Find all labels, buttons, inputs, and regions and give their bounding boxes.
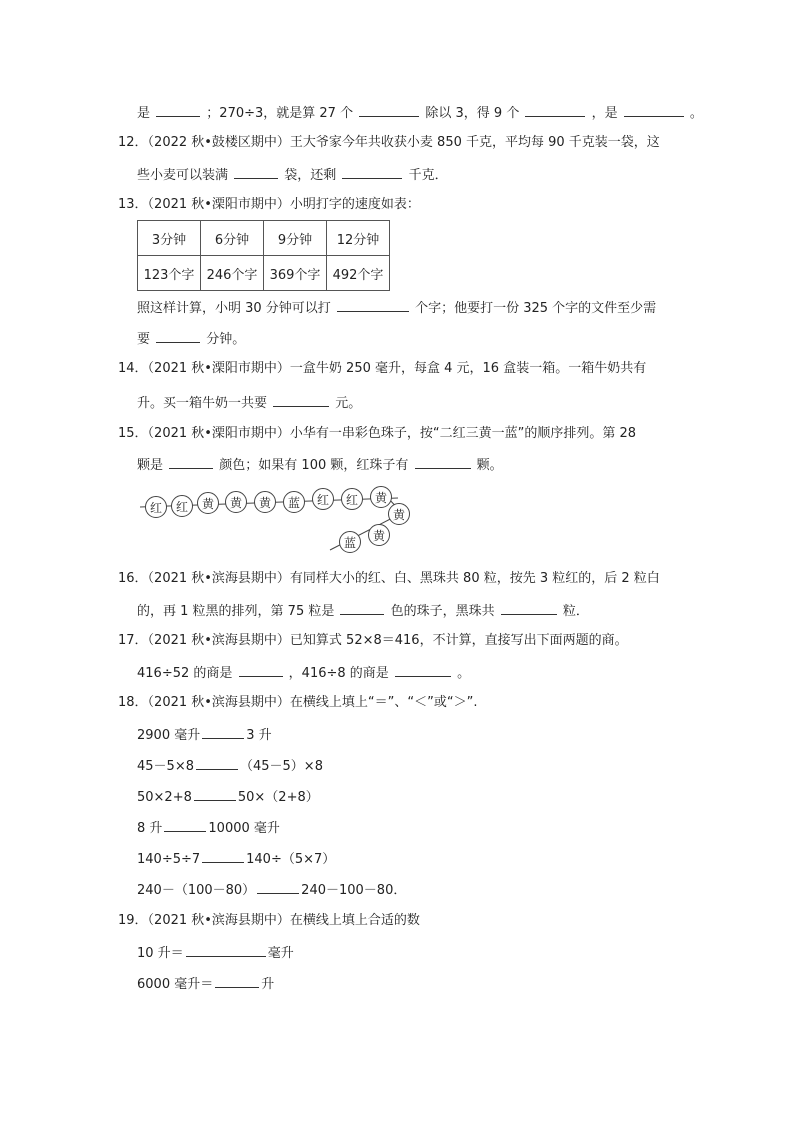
conversion-row [137,974,274,994]
answer-blank[interactable] [234,165,278,179]
comparison-left: 2900 毫升 [137,728,201,743]
answer-blank[interactable] [164,818,206,832]
answer-blank[interactable] [196,756,238,770]
comparison-right: （45－5）×8 [239,759,323,774]
conversion-left: 6000 毫升＝ [137,977,214,992]
answer-blank[interactable] [202,849,244,863]
bead: 蓝 [339,531,361,553]
answer-blank[interactable] [156,329,200,343]
q11-text-d: ，是 [591,106,618,121]
table-cell: 246个字 [201,256,264,291]
comparison-row [137,849,335,869]
question-19-line-1: 19．（2021 秋•滨海县期中）在横线上填上合适的数 [118,913,420,928]
question-17-line-1: 17．（2021 秋•滨海县期中）已知算式 52×8＝416，不计算，直接写出下面两题的商。 [118,633,628,648]
comparison-row [137,725,272,745]
answer-blank[interactable] [415,455,471,469]
comparison-right: 240－100－80． [301,883,407,898]
answer-blank[interactable] [340,601,384,615]
q17-text-b: ，416÷8 的商是 [288,666,389,681]
conversion-row [137,943,294,963]
q14-text-b: 元。 [335,396,362,411]
bead: 黄 [225,491,247,513]
question-16-line-1: 16．（2021 秋•滨海县期中）有同样大小的红、白、黑珠共 80 粒，按先 3 粒红的，后 2 粒白 [118,571,660,586]
bead: 红 [145,496,167,518]
comparison-left: 8 升 [137,821,163,836]
bead: 红 [341,488,363,510]
q16-text-c: 粒． [562,604,589,619]
q11-text-b: ；270÷3，就是算 27 个 [206,106,354,121]
q16-text-b: 色的珠子，黑珠共 [390,604,495,619]
answer-blank[interactable] [337,298,409,312]
table-header-cell: 12分钟 [327,221,390,256]
answer-blank[interactable] [156,103,200,117]
q12-text-a: 些小麦可以装满 [137,168,229,183]
table-cell: 369个字 [264,256,327,291]
question-13-line-3 [137,329,245,349]
comparison-left: 50×2+8 [137,790,192,805]
bead: 蓝 [283,491,305,513]
comparison-right: 50×（2+8） [237,790,319,805]
bead: 红 [312,488,334,510]
comparison-left: 240－（100－80） [137,883,256,898]
question-16-line-2 [137,601,589,621]
question-14-line-2 [137,393,361,413]
question-11-tail [137,103,703,123]
comparison-left: 45－5×8 [137,759,194,774]
comparison-right: 140÷（5×7） [246,852,336,867]
comparison-row [137,818,280,838]
bead: 黄 [368,524,390,546]
table-header-cell: 6分钟 [201,221,264,256]
comparison-right: 3 升 [246,728,272,743]
typing-speed-table [137,220,390,291]
conversion-left: 10 升＝ [137,946,184,961]
question-13-line-2 [137,298,656,318]
q11-text-a: 是 [137,106,151,121]
answer-blank[interactable] [202,725,244,739]
comparison-left: 140÷5÷7 [137,852,201,867]
answer-blank[interactable] [342,165,402,179]
q15-text-c: 颗。 [476,458,503,473]
q15-text-b: 颜色；如果有 100 颗，红珠子有 [219,458,409,473]
answer-blank[interactable] [215,974,259,988]
bead: 黄 [254,491,276,513]
question-15-line-2 [137,455,503,475]
q17-text-a: 416÷52 的商是 [137,666,233,681]
bead: 红 [171,495,193,517]
q13-text-d: 分钟。 [206,332,246,347]
table-row [138,221,390,256]
question-18-line-1: 18．（2021 秋•滨海县期中）在横线上填上“＝”、“＜”或“＞”. [118,695,478,710]
q11-text-e: 。 [689,106,703,121]
q13-text-a: 照这样计算，小明 30 分钟可以打 [137,301,331,316]
answer-blank[interactable] [239,663,283,677]
table-cell: 492个字 [327,256,390,291]
answer-blank[interactable] [624,103,684,117]
answer-blank[interactable] [194,787,236,801]
question-12-line-1: 12．（2022 秋•鼓楼区期中）王大爷家今年共收获小麦 850 千克，平均每 90 千克装一袋，这 [118,135,660,150]
question-15-line-1: 15．（2021 秋•溧阳市期中）小华有一串彩色珠子，按“二红三黄一蓝”的顺序排列。第 28 [118,426,637,441]
table-cell: 123个字 [138,256,201,291]
bead: 黄 [197,492,219,514]
comparison-right: 10000 毫升 [208,821,280,836]
answer-blank[interactable] [501,601,557,615]
q15-text-a: 颗是 [137,458,164,473]
conversion-unit: 升 [261,977,275,992]
q13-text-c: 要 [137,332,151,347]
answer-blank[interactable] [395,663,451,677]
comparison-row [137,787,319,807]
q17-text-c: 。 [457,666,471,681]
answer-blank[interactable] [186,943,266,957]
bead: 黄 [370,486,392,508]
q14-text-a: 升。买一箱牛奶一共要 [137,396,268,411]
q12-text-c: 千克． [408,168,448,183]
answer-blank[interactable] [169,455,213,469]
conversion-unit: 毫升 [267,946,294,961]
q12-text-b: 袋，还剩 [284,168,337,183]
question-14-line-1: 14．（2021 秋•溧阳市期中）一盒牛奶 250 毫升，每盒 4 元，16 盒装一箱。一箱牛奶共有 [118,361,647,376]
bead: 黄 [388,503,410,525]
table-header-cell: 3分钟 [138,221,201,256]
answer-blank[interactable] [525,103,585,117]
answer-blank[interactable] [273,393,329,407]
answer-blank[interactable] [359,103,419,117]
q11-text-c: 除以 3，得 9 个 [425,106,520,121]
comparison-row [137,880,406,900]
q13-text-b: 个字；他要打一份 325 个字的文件至少需 [415,301,657,316]
table-header-cell: 9分钟 [264,221,327,256]
table-row [138,256,390,291]
answer-blank[interactable] [257,880,299,894]
q16-text-a: 的，再 1 粒黑的排列，第 75 粒是 [137,604,335,619]
comparison-row [137,756,323,776]
question-13-line-1: 13．（2021 秋•溧阳市期中）小明打字的速度如表： [118,197,420,212]
question-12-line-2 [137,165,448,185]
bead-string-figure [140,485,420,557]
question-17-line-2 [137,663,470,683]
